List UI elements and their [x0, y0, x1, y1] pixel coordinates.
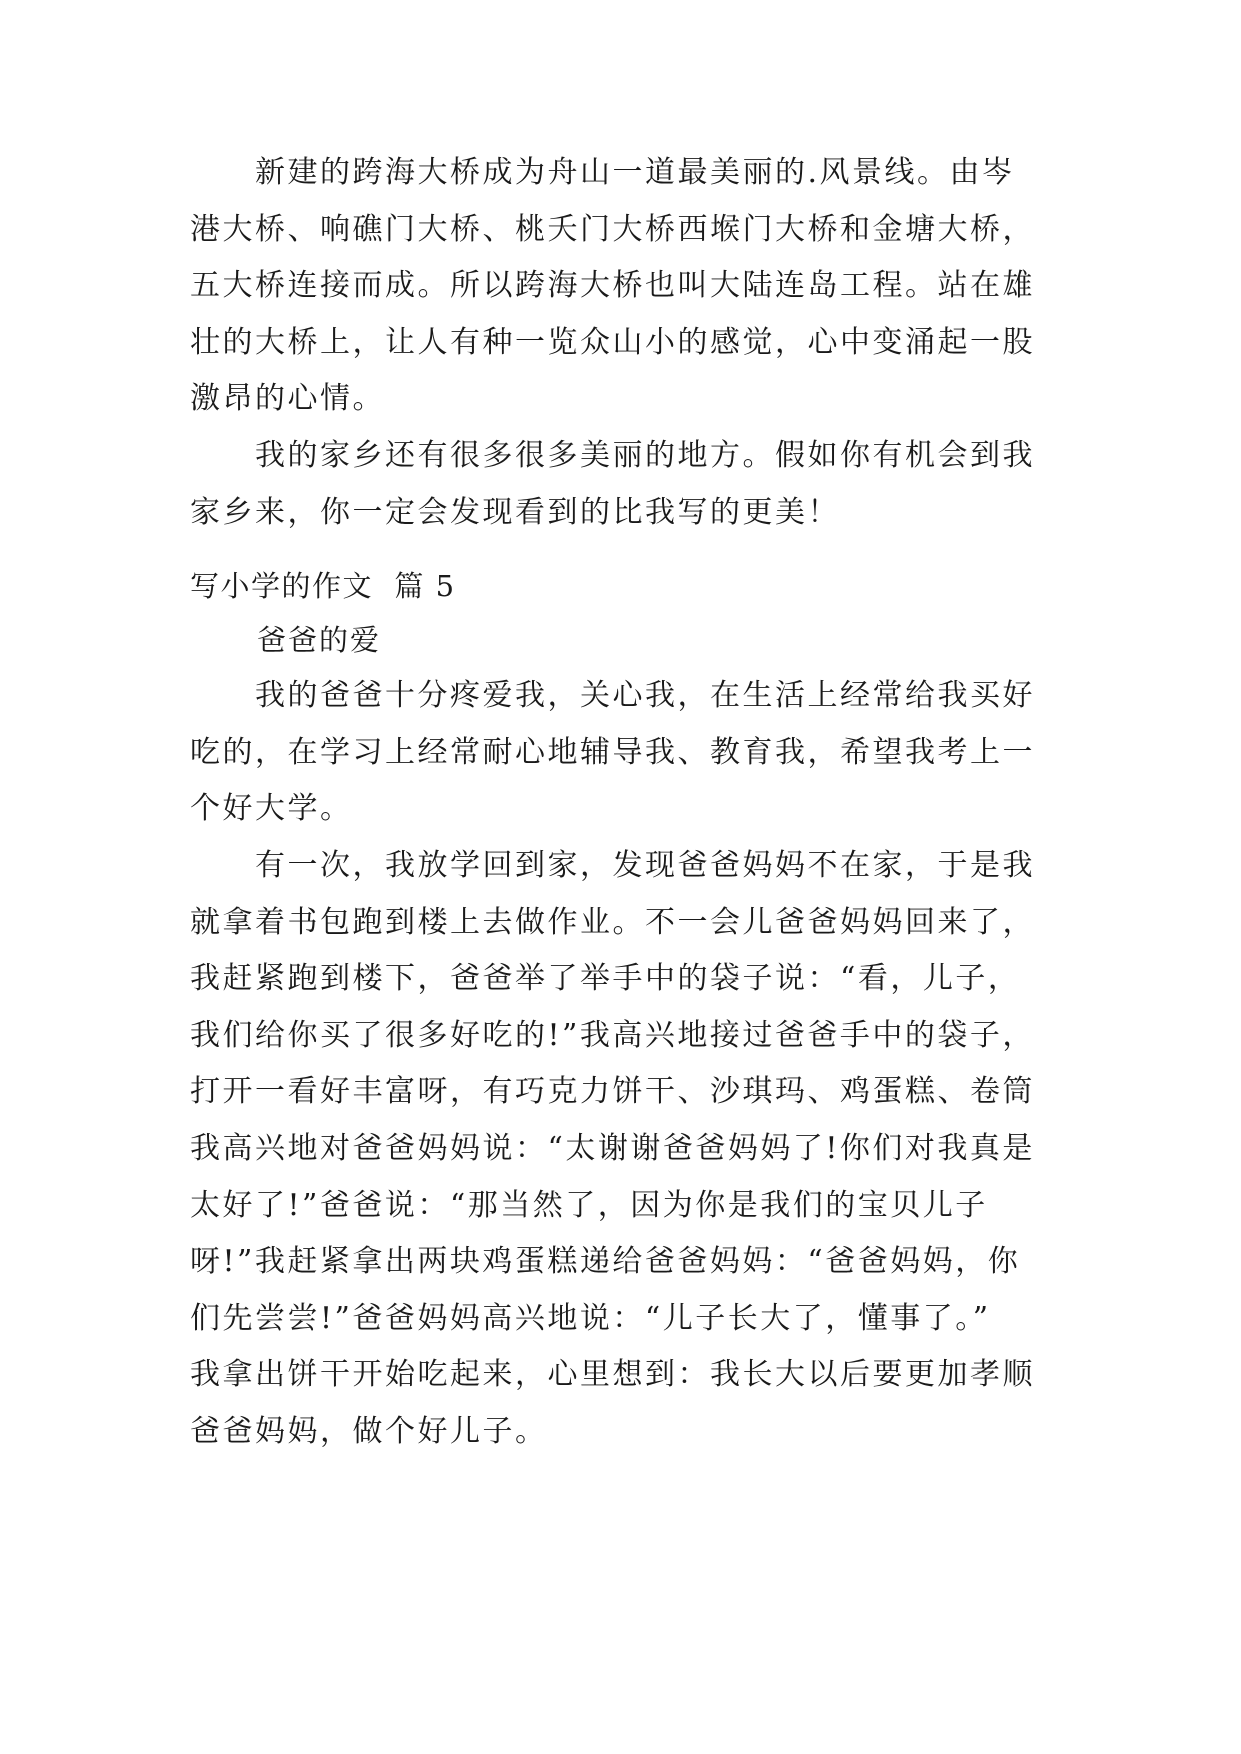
section-heading: 写小学的作文 篇 5	[190, 569, 456, 603]
paragraph-hometown: 我的家乡还有很多很多美丽的地方。假如你有机会到我 家乡来，你一定会发现看到的比我写的更美！	[190, 438, 1035, 530]
paragraph-snacks-story: 有一次，我放学回到家，发现爸爸妈妈不在家，于是我 就拿着书包跑到楼上去做作业。不一会儿爸爸妈妈回来了， 我赶紧跑到楼下，爸爸举了举手中的袋子说：“看，儿子， 我们给你买了很多好吃的!”我高兴地接过爸爸手中的袋子， 打开一看好丰富呀，有巧克力饼干、沙琪玛、鸡蛋糕、卷筒 我高兴地对爸爸妈妈说：“太谢谢爸爸妈妈了!你们对我真是 太好了!”爸爸说：“那当然了，因为你是我们的宝贝儿子 呀!”我赶紧拿出两块鸡蛋糕递给爸爸妈妈：“爸爸妈妈，你 们先尝尝!”爸爸妈妈高兴地说：“儿子长大了，懂事了。” 我拿出饼干开始吃起来，心里想到：我长大以后要更加孝顺 爸爸妈妈，做个好儿子。	[190, 848, 1035, 1449]
essay-title: 爸爸的爱	[257, 623, 382, 657]
paragraph-father-love: 我的爸爸十分疼爱我，关心我，在生活上经常给我买好 吃的，在学习上经常耐心地辅导我、教育我，希望我考上一 个好大学。	[190, 678, 1035, 827]
paragraph-bridge: 新建的跨海大桥成为舟山一道最美丽的.风景线。由岑 港大桥、响礁门大桥、桃夭门大桥西堠门大桥和金塘大桥， 五大桥连接而成。所以跨海大桥也叫大陆连岛工程。站在雄 壮的大桥上，让人有种一览众山小的感觉，心中变涌起一股 激昂的心情。	[190, 155, 1035, 417]
